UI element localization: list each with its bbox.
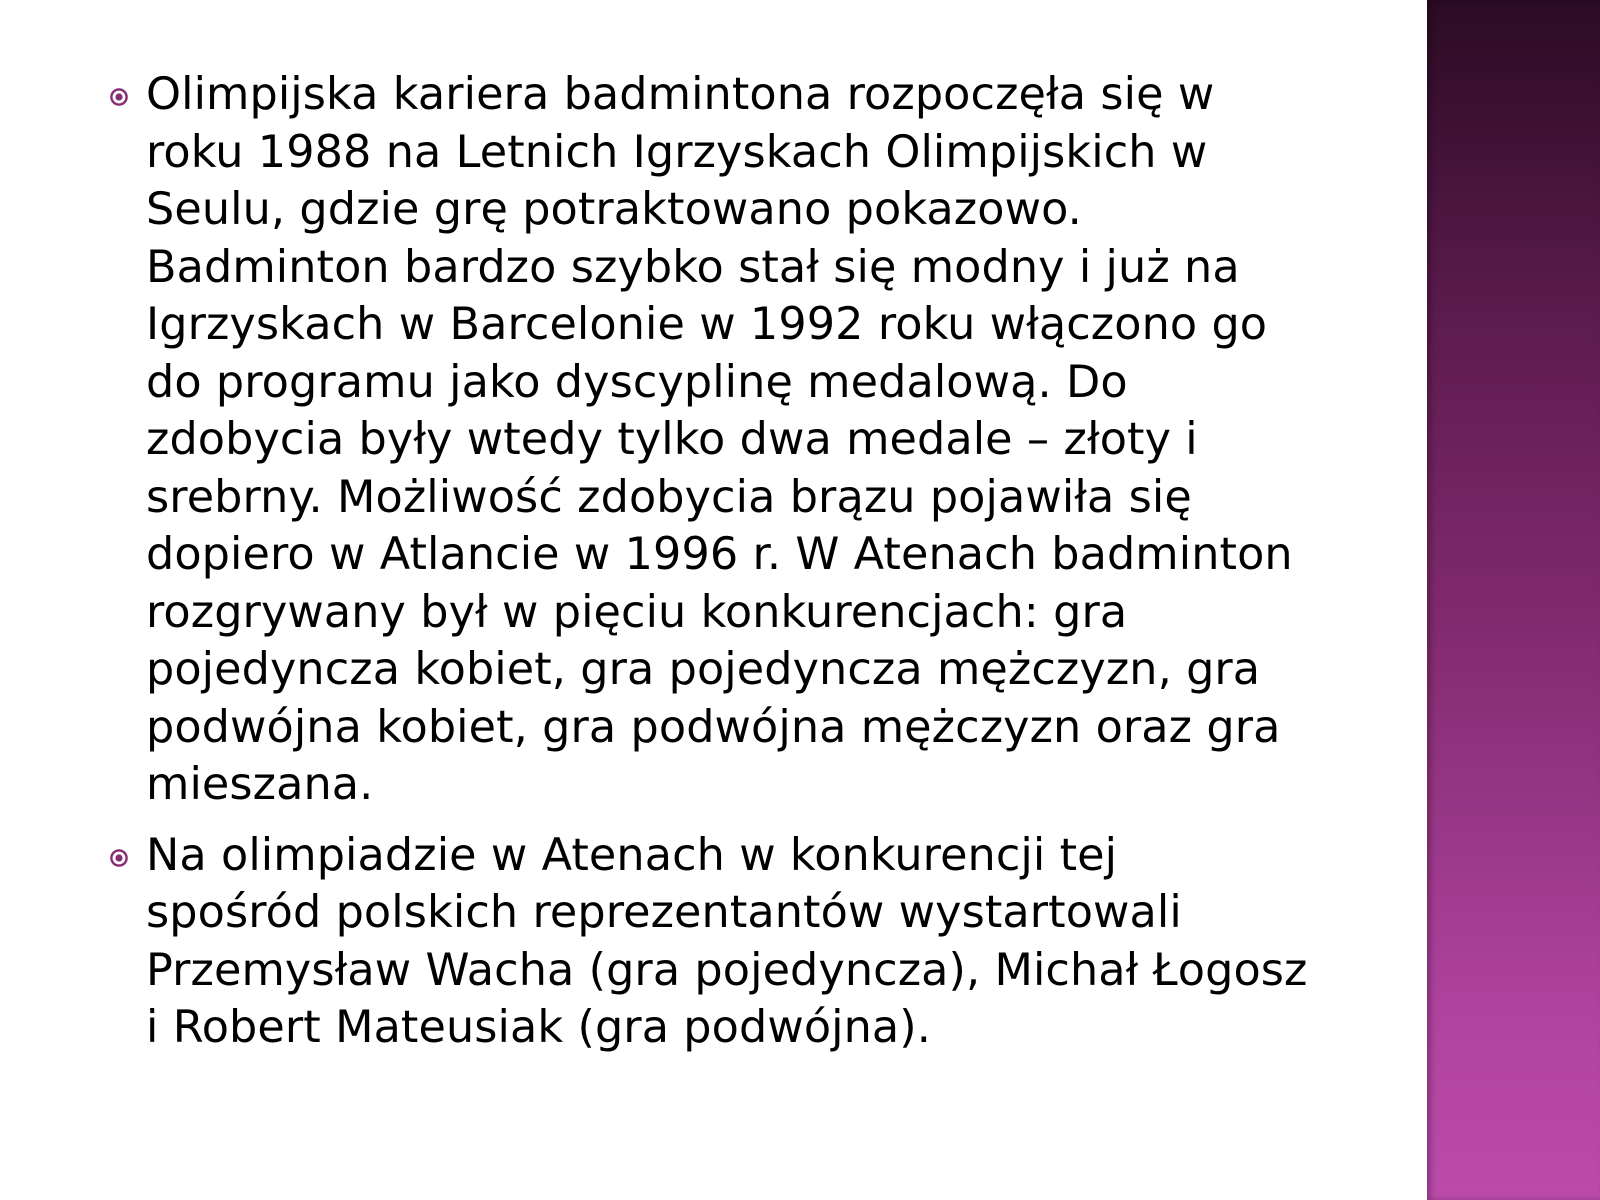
bullet-paragraph-1 [100, 66, 1400, 814]
slide-content [100, 66, 1400, 1057]
text-line: srebrny. Możliwość zdobycia brązu pojawiła się [146, 471, 1192, 523]
text-line: dopiero w Atlancie w 1996 r. W Atenach badminton [146, 529, 1293, 580]
text-line: pojedyncza kobiet, gra pojedyncza mężczyzn, gra [146, 644, 1261, 695]
text-line: Olimpijska kariera badmintona rozpoczęła się w [146, 69, 1215, 120]
circled-dot-icon [109, 87, 129, 107]
text-line: Przemysław Wacha (gra pojedyncza), Michał Łogosz [146, 944, 1308, 996]
text-line: Seulu, gdzie grę potraktowano pokazowo. [146, 184, 1082, 235]
text-line: podwójna kobiet, gra podwójna mężczyzn oraz gra [146, 701, 1281, 753]
text-line: spośród polskich reprezentantów wystartowali [146, 887, 1182, 938]
bullet-paragraph-2 [100, 827, 1400, 1057]
text-line: Badminton bardzo szybko stał się modny i już na [146, 241, 1240, 293]
text-line: i Robert Mateusiak (gra podwójna). [146, 1002, 931, 1053]
text-line: Na olimpiadzie w Atenach w konkurencji tej [146, 829, 1118, 881]
text-line: do programu jako dyscyplinę medalową. Do [146, 356, 1128, 408]
text-line: rozgrywany był w pięciu konkurencjach: gra [146, 586, 1128, 638]
text-line: roku 1988 na Letnich Igrzyskach Olimpijskich w [146, 126, 1208, 178]
text-line: mieszana. [146, 759, 374, 810]
text-line: Igrzyskach w Barcelonie w 1992 roku włączono go [146, 299, 1268, 350]
circled-dot-icon [109, 848, 129, 868]
decorative-side-band [1427, 0, 1600, 1200]
text-line: zdobycia były wtedy tylko dwa medale – złoty i [146, 414, 1198, 465]
